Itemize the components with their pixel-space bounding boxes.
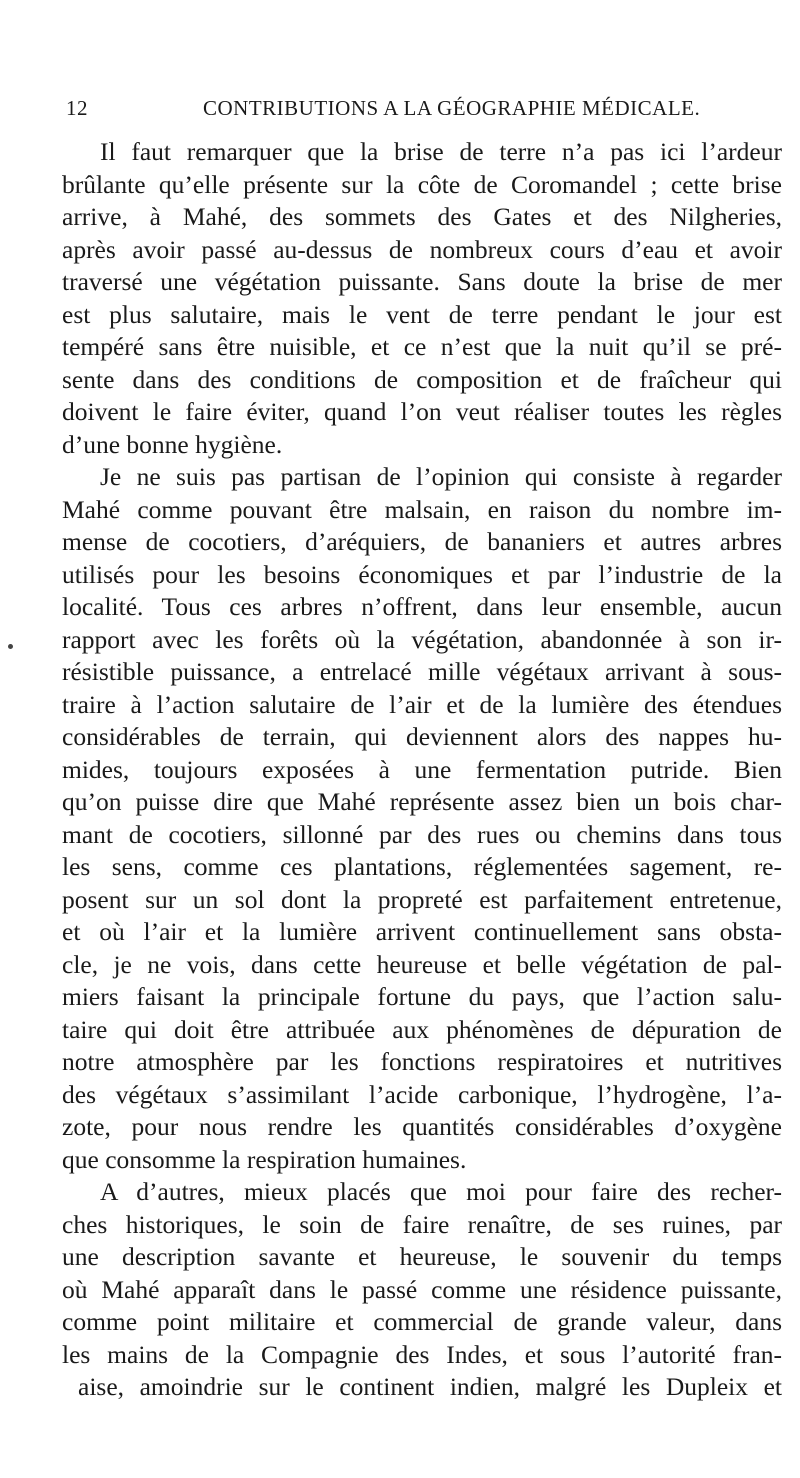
text-line: taire qui doit être attribuée aux phénomènes de dépuration de (62, 1014, 782, 1044)
text-line: après avoir passé au-dessus de nombreux cours d’eau et avoir (62, 234, 782, 264)
text-line: rapport avec les forêts où la végétation, abandonnée à son ir- (62, 624, 782, 654)
text-line: une description savante et heureuse, le souvenir du temps (62, 1242, 782, 1271)
text-line: les sens, comme ces plantations, réglementées sagement, re- (62, 852, 782, 881)
text-line: Il faut remarquer que la brise de terre n’a pas ici l’ardeur (100, 137, 782, 166)
text-line: Mahé comme pouvant être malsain, en raison du nombre im- (62, 494, 782, 524)
running-title: CONTRIBUTIONS A LA GÉOGRAPHIE MÉDICALE. (203, 96, 701, 120)
text-line: arrive, à Mahé, des sommets des Gates et des Nilgheries, (62, 202, 782, 231)
page-number: 12 (66, 96, 88, 120)
text-line: ches historiques, le soin de faire renaître, de ses ruines, par (62, 1209, 782, 1239)
text-line: les mains de la Compagnie des Indes, et sous l’autorité fran- (62, 1339, 782, 1369)
text-line: qu’on puisse dire que Mahé représente assez bien un bois char- (62, 787, 782, 816)
text-line: mant de cocotiers, sillonné par des rues ou chemins dans tous (62, 819, 782, 849)
text-line: traversé une végétation puissante. Sans doute la brise de mer (62, 267, 782, 296)
text-line: notre atmosphère par les fonctions respiratoires et nutritives (62, 1047, 782, 1076)
text-line: mides, toujours exposées à une fermentation putride. Bien (62, 754, 782, 784)
text-line: sente dans des conditions de composition et de fraîcheur qui (62, 364, 782, 394)
text-line: aise, amoindrie sur le continent indien, malgré les Dupleix et (78, 1372, 782, 1401)
text-line: A d’autres, mieux placés que moi pour faire des recher- (100, 1177, 782, 1206)
text-line: considérables de terrain, qui deviennent alors des nappes hu- (62, 722, 782, 751)
text-line: que consomme la respiration humaines. (62, 1144, 467, 1174)
text-line: Je ne suis pas partisan de l’opinion qui consiste à regarder (100, 462, 782, 491)
text-line: utilisés pour les besoins économiques et par l’industrie de la (62, 559, 782, 589)
text-line: tempéré sans être nuisible, et ce n’est que la nuit qu’il se pré- (62, 332, 782, 361)
margin-dot-mark (8, 644, 13, 649)
text-line: localité. Tous ces arbres n’offrent, dans leur ensemble, aucun (62, 592, 782, 621)
text-line: d’une bonne hygiène. (62, 429, 283, 459)
text-line: comme point militaire et commercial de grande valeur, dans (62, 1307, 782, 1336)
text-line: des végétaux s’assimilant l’acide carbonique, l’hydrogène, l’a- (62, 1079, 782, 1109)
text-line: brûlante qu’elle présente sur la côte de Coromandel ; cette brise (62, 169, 782, 199)
text-line: et où l’air et la lumière arrivent continuellement sans obsta- (62, 917, 782, 946)
text-line: zote, pour nous rendre les quantités considérables d’oxygène (62, 1112, 782, 1141)
text-line: posent sur un sol dont la propreté est parfaitement entretenue, (62, 884, 782, 914)
text-line: doivent le faire éviter, quand l’on veut réaliser toutes les règles (62, 397, 782, 426)
text-line: est plus salutaire, mais le vent de terre pendant le jour est (62, 299, 782, 329)
text-line: où Mahé apparaît dans le passé comme une résidence puissante, (62, 1274, 782, 1304)
text-line: miers faisant la principale fortune du pays, que l’action salu- (62, 982, 782, 1011)
running-head (66, 96, 766, 128)
body-text (62, 136, 782, 1404)
text-line: cle, je ne vois, dans cette heureuse et belle végétation de pal- (62, 949, 782, 979)
text-line: résistible puissance, a entrelacé mille végétaux arrivant à sous- (62, 657, 782, 686)
text-line: mense de cocotiers, d’aréquiers, de bananiers et autres arbres (62, 527, 782, 556)
text-line: traire à l’action salutaire de l’air et de la lumière des étendues (62, 689, 782, 719)
